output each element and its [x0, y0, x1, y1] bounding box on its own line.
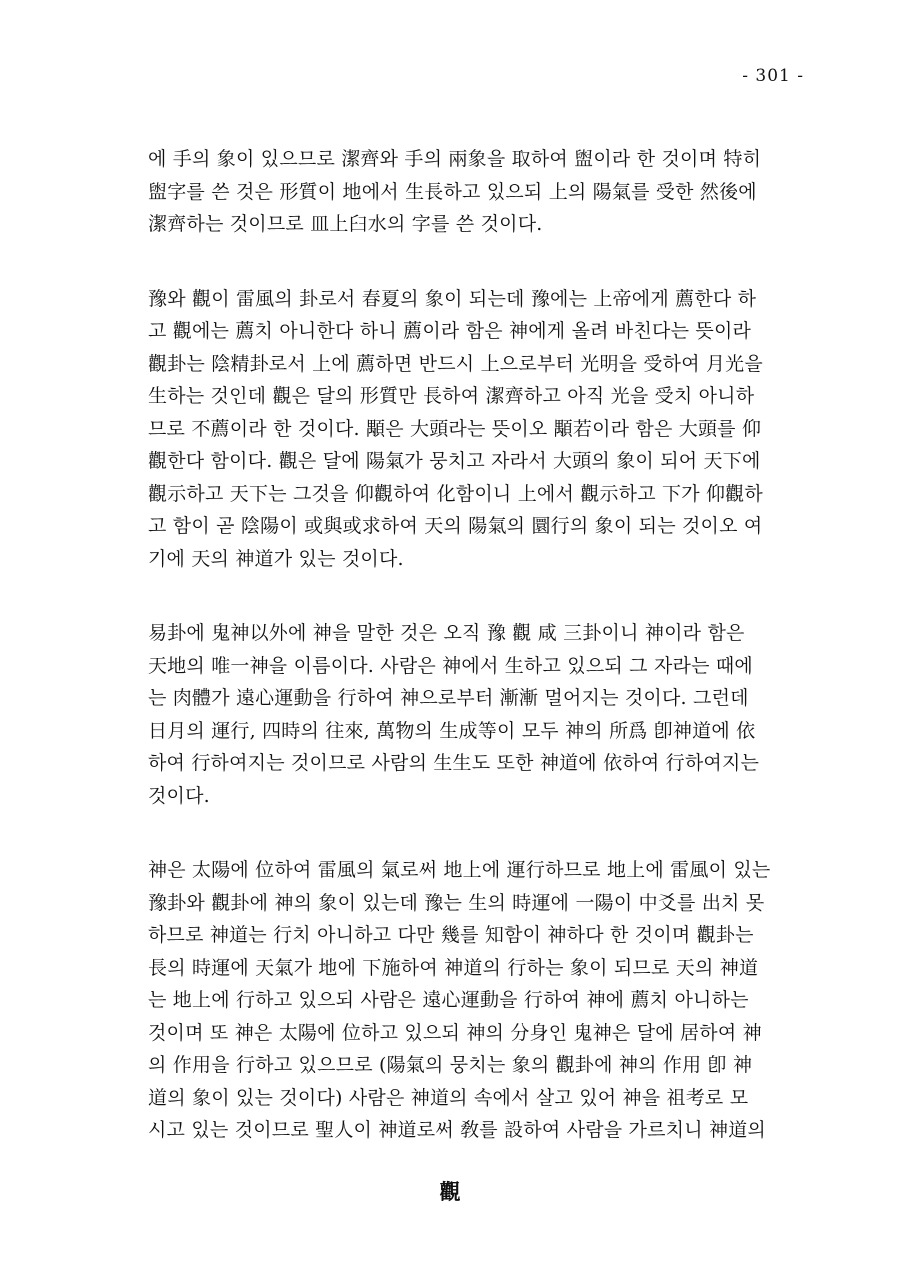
paragraph [148, 143, 800, 241]
text-line: 豫卦와 觀卦에 神의 象이 있는데 豫는 生의 時運에 一陽이 中爻를 出치 못 [148, 891, 765, 914]
text-line: 生하는 것인데 觀은 달의 形質만 長하여 潔齊하고 아직 光을 受치 아니하 [148, 385, 755, 407]
text-line: 易卦에 鬼神以外에 神을 말한 것은 오직 豫 觀 咸 三卦이니 神이라 함은 [148, 622, 745, 644]
text-line: 天地의 唯一神을 이름이다. 사람은 神에서 生하고 있으되 그 자라는 때에 [148, 654, 753, 677]
text-line: 長의 時運에 天氣가 地에 下施하여 神道의 行하는 象이 되므로 天의 神道 [148, 956, 759, 979]
text-line: 고 觀에는 薦치 아니한다 하니 薦이라 함은 神에게 올려 바친다는 뜻이라 [148, 320, 752, 342]
text-line: 시고 있는 것이므로 聖人이 神道로써 敎를 設하여 사람을 가르치니 神道의 [148, 1119, 766, 1141]
text-line: 는 肉體가 遠心運動을 行하여 神으로부터 漸漸 멀어지는 것이다. 그런데 [148, 687, 749, 709]
footer-hexagram-label: 觀 [439, 1179, 461, 1204]
text-line: 盥字를 쓴 것은 形質이 地에서 生長하고 있으되 上의 陽氣를 受한 然後에 [148, 180, 757, 203]
text-line: 는 地上에 行하고 있으되 사람은 遠心運動을 行하여 神에 薦치 아니하는 [148, 989, 749, 1011]
text-line: 것이다. [148, 784, 210, 807]
paragraph [148, 617, 800, 812]
paragraph [148, 854, 800, 1147]
body-text [148, 143, 800, 1189]
text-line: 觀卦는 陰精卦로서 上에 薦하면 반드시 上으로부터 光明을 受하여 月光을 [148, 352, 763, 375]
text-line: 하여 行하여지는 것이므로 사람의 生生도 또한 神道에 依하여 行하여지는 [148, 752, 760, 774]
text-line: 潔齊하는 것이므로 皿上臼水의 字를 쓴 것이다. [148, 213, 543, 235]
text-line: 日月의 運行, 四時의 往來, 萬物의 生成等이 모두 神의 所爲 卽神道에 依 [148, 719, 756, 742]
text-line: 므로 不薦이라 한 것이다. 顒은 大頭라는 뜻이오 顒若이라 함은 大頭를 仰 [148, 417, 762, 440]
text-line: 하므로 神道는 行치 아니하고 다만 幾를 知함이 神하다 한 것이며 觀卦는 [148, 924, 754, 946]
text-line: 것이며 또 神은 太陽에 位하고 있으되 神의 分身인 鬼神은 달에 居하여 神 [148, 1021, 762, 1044]
text-line: 豫와 觀이 雷風의 卦로서 春夏의 象이 되는데 豫에는 上帝에게 薦한다 하 [148, 287, 757, 310]
text-line: 觀示하고 天下는 그것을 仰觀하여 化함이니 上에서 觀示하고 下가 仰觀하 [148, 482, 763, 505]
text-line: 神은 太陽에 位하여 雷風의 氣로써 地上에 運行하므로 地上에 雷風이 있는 [148, 859, 771, 881]
text-line: 기에 天의 神道가 있는 것이다. [148, 547, 404, 570]
text-line: 고 함이 곧 陰陽이 或與或求하여 天의 陽氣의 圜行의 象이 되는 것이오 여 [148, 515, 763, 537]
text-line: 에 手의 象이 있으므로 潔齊와 手의 兩象을 取하여 盥이라 한 것이며 特히 [148, 148, 762, 170]
text-line: 道의 象이 있는 것이다) 사람은 神道의 속에서 살고 있어 神을 祖考로 모 [148, 1086, 749, 1109]
text-line: 觀한다 함이다. 觀은 달에 陽氣가 뭉치고 자라서 大頭의 象이 되어 天下에 [148, 450, 761, 472]
page-number: - 301 - [742, 66, 804, 86]
text-line: 의 作用을 行하고 있으므로 (陽氣의 뭉치는 象의 觀卦에 神의 作用 卽 神 [148, 1054, 753, 1076]
paragraph [148, 283, 800, 576]
